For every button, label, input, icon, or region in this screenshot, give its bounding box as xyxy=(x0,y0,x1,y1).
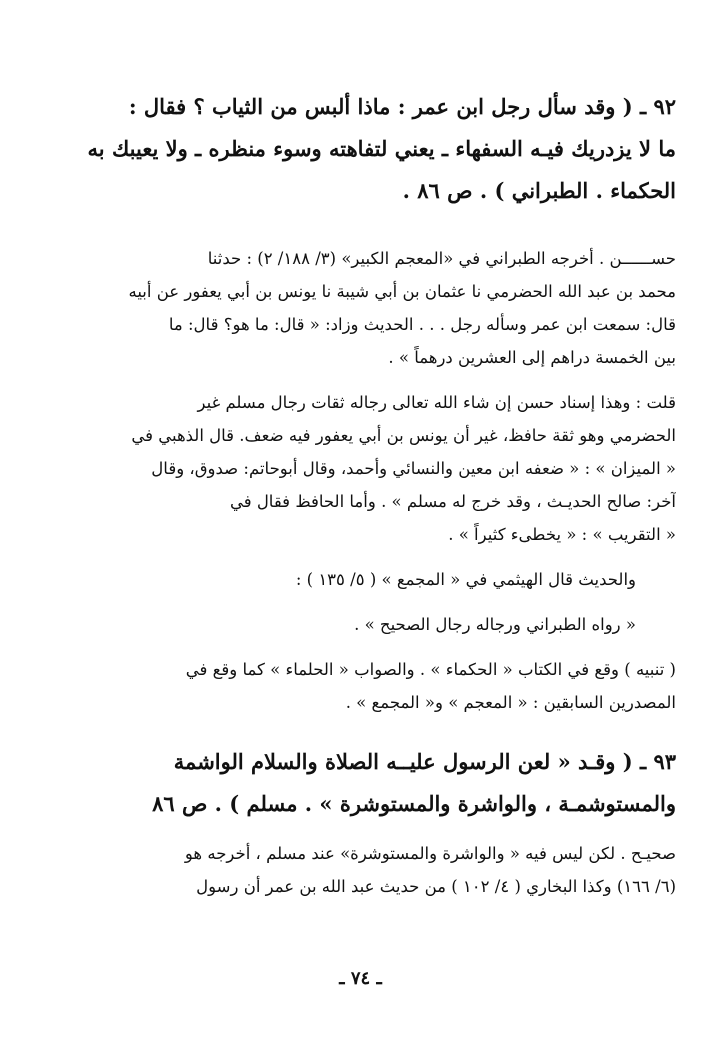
text-line: (٦/ ١٦٦) وكذا البخاري ( ٤/ ١٠٢ ) من حديث عبد الله بن عمر أن رسول xyxy=(196,877,676,896)
text-line: المصدرين السابقين : « المعجم » و« المجمع » . xyxy=(345,693,676,712)
entry-92-takhrij xyxy=(50,242,676,374)
entry-92-haythami-quote xyxy=(50,608,676,641)
heading-line: الحكماء . الطبراني ) . ص ٨٦ . xyxy=(402,178,676,203)
book-page xyxy=(50,86,676,1006)
text-line: « الميزان » : « ضعفه ابن معين والنسائي وأحمد، وقال أبوحاتم: صدوق، وقال xyxy=(151,459,676,478)
spacer xyxy=(50,641,676,653)
text-line: قال: سمعت ابن عمر وسأله رجل . . . الحديث وزاد: « قال: ما هو؟ قال: ما xyxy=(168,315,676,334)
page-number: ـ ٧٤ ـ xyxy=(339,968,382,989)
text-line: « التقريب » : « يخطىء كثيراً » . xyxy=(448,525,676,544)
heading-line: والمستوشمـة ، والواشرة والمستوشرة » . مسلم ) . ص ٨٦ xyxy=(152,791,676,816)
heading-line: ما لا يزدريك فيـه السفهاء ـ يعني لتفاهته وسوء منظره ـ ولا يعيبك به xyxy=(87,136,676,161)
text-line: محمد بن عبد الله الحضرمي نا عثمان بن أبي شيبة نا يونس بن أبي يعفور عن أبيه xyxy=(128,282,676,301)
entry-93-takhrij xyxy=(50,837,676,903)
spacer xyxy=(50,212,676,242)
text-line: ( تنبيه ) وقع في الكتاب « الحكماء » . والصواب « الحلماء » كما وقع في xyxy=(185,660,676,679)
entry-92-heading xyxy=(50,86,676,212)
spacer xyxy=(50,825,676,837)
text-line: حســــــن . أخرجه الطبراني في «المعجم الكبير» (٣/ ١٨٨/ ٢) : حدثنا xyxy=(207,249,676,268)
entry-92-tanbih xyxy=(50,653,676,719)
text-line: صحيـح . لكن ليس فيه « والواشرة والمستوشرة» عند مسلم ، أخرجه هو xyxy=(184,844,676,863)
spacer xyxy=(50,719,676,741)
entry-92-haythami-intro xyxy=(50,563,676,596)
text-line: آخر: صالح الحديـث ، وقد خرج له مسلم » . وأما الحافظ فقال في xyxy=(229,492,676,511)
spacer xyxy=(50,551,676,563)
heading-line: ٩٣ ـ ( وقـد « لعن الرسول عليــه الصلاة والسلام الواشمة xyxy=(173,749,676,774)
text-line: بين الخمسة دراهم إلى العشرين درهماً » . xyxy=(388,348,676,367)
text-line: قلت : وهذا إسناد حسن إن شاء الله تعالى رجاله ثقات رجال مسلم غير xyxy=(197,393,676,412)
entry-93-heading xyxy=(50,741,676,825)
text-line: الحضرمي وهو ثقة حافظ، غير أن يونس بن أبي يعفور فيه ضعف. قال الذهبي في xyxy=(131,426,676,445)
text-line: « رواه الطبراني ورجاله رجال الصحيح » . xyxy=(354,615,636,634)
spacer xyxy=(50,374,676,386)
heading-line: ٩٢ ـ ( وقد سأل رجل ابن عمر : ماذا ألبس من الثياب ؟ فقال : xyxy=(128,94,676,119)
spacer xyxy=(50,596,676,608)
entry-92-qultu xyxy=(50,386,676,551)
text-line: والحديث قال الهيثمي في « المجمع » ( ٥/ ١٣٥ ) : xyxy=(295,570,636,589)
